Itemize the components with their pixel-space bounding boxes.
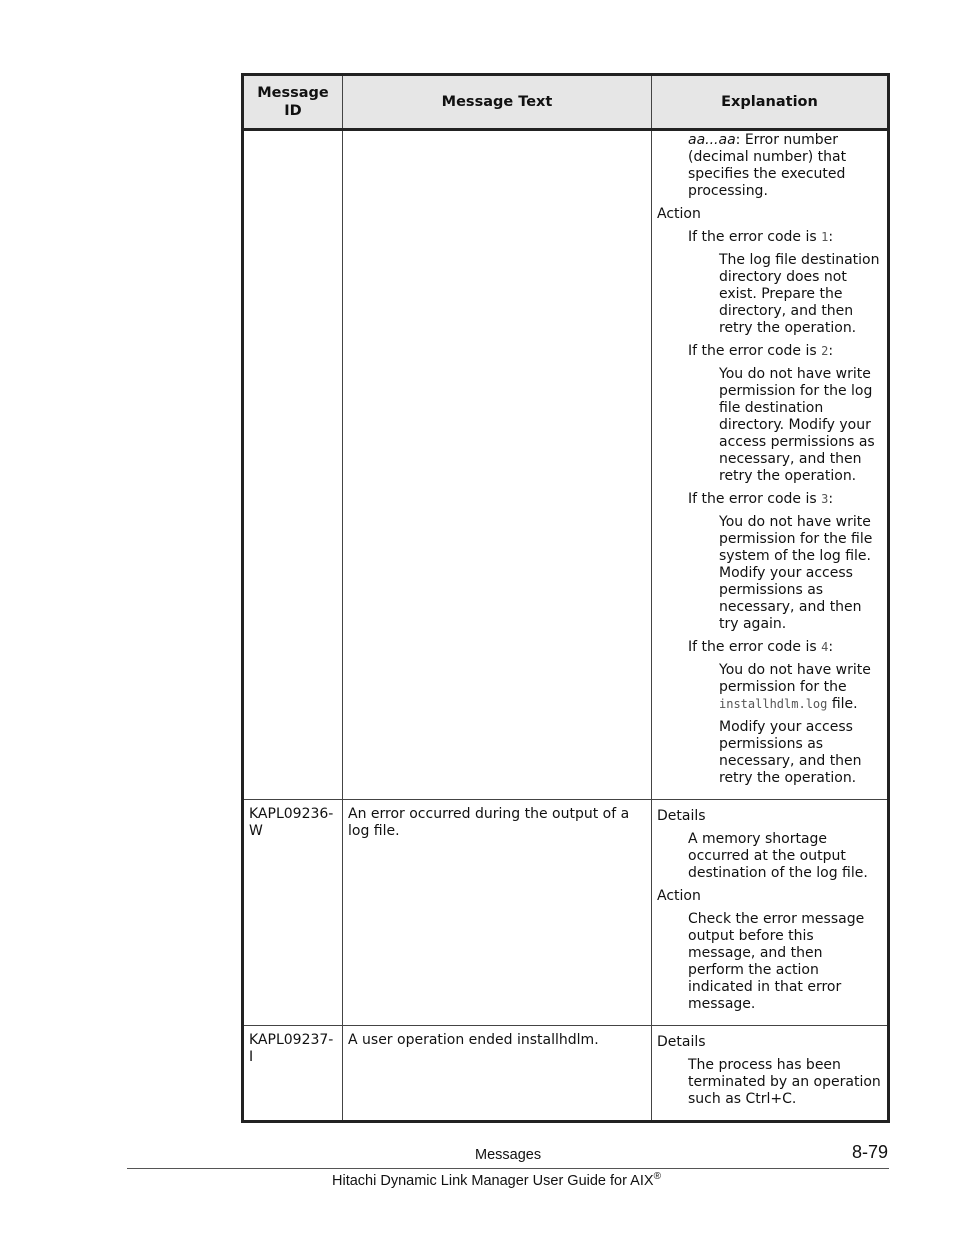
error-code-4: 4: [821, 640, 829, 654]
table-row-continued: [243, 130, 889, 800]
action-heading: Action: [657, 206, 701, 222]
header-explanation: Explanation: [652, 75, 889, 130]
variable-name: aa...aa: [688, 132, 736, 148]
action-text: Check the error message output before this message, and then perform the action indicated in that error message.: [688, 911, 865, 1012]
error-case-2-text: You do not have write permission for the log file destination directory. Modify your access permissions as necessary, and then retry the operation.: [719, 366, 875, 484]
continued-text-cell: [343, 130, 652, 800]
details-heading: Details: [657, 1034, 706, 1050]
error-case-4-label: If the error code is 4:: [688, 639, 834, 655]
message-text-cell: A user operation ended installhdlm.: [343, 1026, 652, 1122]
explanation-cell: [652, 1026, 889, 1122]
error-case-4-text-2: Modify your access permissions as necessary, and then retry the operation.: [719, 719, 862, 786]
error-case-3-text: You do not have write permission for the file system of the log file. Modify your access permissions as necessary, and then try again.: [719, 514, 873, 632]
message-text-cell: An error occurred during the output of a log file.: [343, 800, 652, 1026]
action-heading: Action: [657, 888, 701, 904]
variable-description: [688, 132, 882, 200]
table-header-row: [243, 75, 889, 130]
error-case-2-label: If the error code is 2:: [688, 343, 834, 359]
footer-book-title: Hitachi Dynamic Link Manager User Guide for AIX®: [332, 1171, 661, 1189]
message-id-cell: KAPL09236-W: [243, 800, 343, 1026]
explanation-cell: [652, 800, 889, 1026]
variable-desc-text: : Error number (decimal number) that specifies the executed processing.: [688, 132, 847, 199]
footer-section-name: Messages: [475, 1147, 542, 1163]
header-message-text: Message Text: [343, 75, 652, 130]
footer-page-number: 8-79: [851, 1142, 888, 1162]
error-code-2: 2: [821, 344, 829, 358]
error-case-1-text: The log file destination directory does not exist. Prepare the directory, and then retry the operation.: [719, 252, 880, 336]
message-id-cell: KAPL09237-I: [243, 1026, 343, 1122]
error-code-1: 1: [821, 230, 829, 244]
header-message-id: Message ID: [243, 75, 343, 130]
table-row: [243, 800, 889, 1026]
table-row: [243, 1026, 889, 1122]
details-heading: Details: [657, 808, 706, 824]
error-case-1-label: If the error code is 1:: [688, 229, 834, 245]
error-case-4-text: You do not have write permission for the installhdlm.log file.: [719, 662, 871, 712]
details-text: A memory shortage occurred at the output destination of the log file.: [688, 831, 868, 881]
error-code-3: 3: [821, 492, 829, 506]
error-case-3-label: If the error code is 3:: [688, 491, 834, 507]
messages-table: [241, 73, 890, 1123]
details-text: The process has been terminated by an operation such as Ctrl+C.: [688, 1057, 881, 1107]
continued-explanation-cell: [652, 130, 889, 800]
registered-mark: ®: [653, 1171, 661, 1182]
footer-divider: [127, 1168, 889, 1169]
continued-id-cell: [243, 130, 343, 800]
log-file-name: installhdlm.log: [719, 697, 828, 711]
